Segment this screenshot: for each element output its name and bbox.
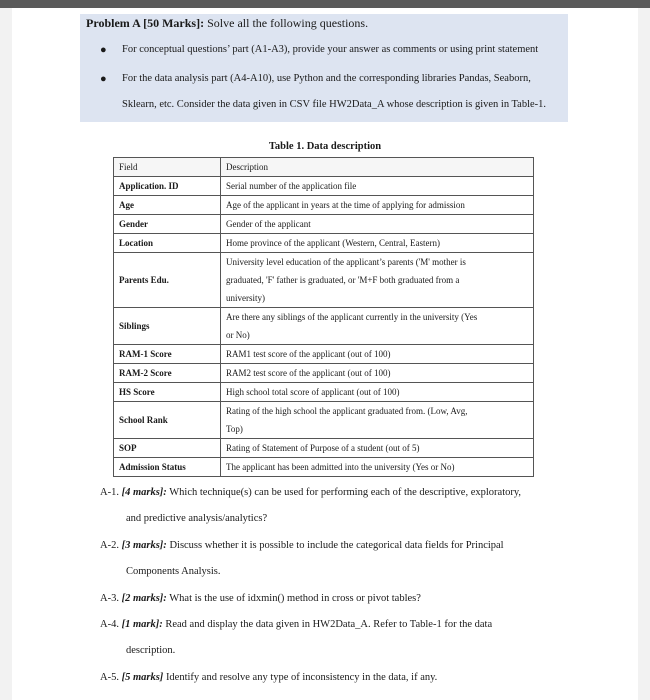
question-id: A-4. <box>100 619 119 630</box>
bullet-2-line-2: Sklearn, etc. Consider the data given in CSV file HW2Data_A whose description is given in Table-1. <box>122 99 547 110</box>
question-id: A-3. <box>100 593 119 604</box>
bullet-1-line-1: For conceptual questions’ part (A1-A3), provide your answer as comments or using print statement <box>122 44 539 55</box>
row-field: RAM-1 Score <box>114 345 221 364</box>
problem-title-text: Solve all the following questions. <box>204 16 369 30</box>
row-description <box>221 196 534 215</box>
table-row <box>114 177 534 196</box>
row-field: Siblings <box>114 308 221 345</box>
table-row <box>114 364 534 383</box>
bullet-dot: ● <box>100 44 107 56</box>
row-field: SOP <box>114 439 221 458</box>
description-line: university) <box>226 293 265 303</box>
question-id: A-5. <box>100 672 119 683</box>
question-text: Which technique(s) can be used for performing each of the descriptive, exploratory, <box>169 487 522 498</box>
question-id: A-1. <box>100 487 119 498</box>
row-field: Age <box>114 196 221 215</box>
table-row <box>114 253 534 308</box>
row-description <box>221 458 534 477</box>
question-text: Identify and resolve any type of inconsistency in the data, if any. <box>165 672 438 683</box>
row-field: Admission Status <box>114 458 221 477</box>
description-line: The applicant has been admitted into the university (Yes or No) <box>226 462 455 472</box>
question-marks: [1 mark]: <box>121 619 163 630</box>
row-description <box>221 402 534 439</box>
description-line: University level education of the applicant’s parents ('M' mother is <box>226 257 466 267</box>
table-header-row <box>114 158 534 177</box>
question-text: Discuss whether it is possible to include the categorical data fields for Principal <box>169 540 504 551</box>
header-field: Field <box>114 158 221 177</box>
description-line: Home province of the applicant (Western, Central, Eastern) <box>226 238 440 248</box>
row-field: Parents Edu. <box>114 253 221 308</box>
window-top-bar <box>0 0 650 8</box>
question-a4 <box>100 619 492 630</box>
row-description <box>221 177 534 196</box>
data-description-table <box>113 157 534 477</box>
row-description <box>221 439 534 458</box>
row-field: HS Score <box>114 383 221 402</box>
description-line: Gender of the applicant <box>226 219 311 229</box>
table-row <box>114 402 534 439</box>
table-row <box>114 196 534 215</box>
bullet-2-line-1: For the data analysis part (A4-A10), use Python and the corresponding libraries Pandas, Seaborn, <box>122 73 531 84</box>
row-description <box>221 383 534 402</box>
table-row <box>114 458 534 477</box>
question-marks: [3 marks]: <box>121 540 167 551</box>
row-field: Application. ID <box>114 177 221 196</box>
table-row <box>114 345 534 364</box>
table-row <box>114 439 534 458</box>
table-row <box>114 383 534 402</box>
question-a4-continued: description. <box>126 645 176 656</box>
question-text: Read and display the data given in HW2Data_A. Refer to Table-1 for the data <box>165 619 493 630</box>
question-a5 <box>100 672 437 683</box>
description-line: Age of the applicant in years at the time of applying for admission <box>226 200 465 210</box>
row-description <box>221 253 534 308</box>
table-row <box>114 308 534 345</box>
problem-title-bold: Problem A [50 Marks]: <box>86 16 205 30</box>
description-line: Serial number of the application file <box>226 181 357 191</box>
description-line: Are there any siblings of the applicant currently in the university (Yes <box>226 312 478 322</box>
row-description <box>221 215 534 234</box>
row-description <box>221 308 534 345</box>
header-description: Description <box>221 158 534 177</box>
description-line: RAM2 test score of the applicant (out of 100) <box>226 368 391 378</box>
question-a3 <box>100 593 421 604</box>
row-field: RAM-2 Score <box>114 364 221 383</box>
problem-title <box>86 16 368 31</box>
description-line: Rating of Statement of Purpose of a student (out of 5) <box>226 443 420 453</box>
question-a2 <box>100 540 504 551</box>
page-right-margin <box>638 8 650 700</box>
question-id: A-2. <box>100 540 119 551</box>
question-a1 <box>100 487 521 498</box>
question-marks: [5 marks] <box>121 672 164 683</box>
description-line: RAM1 test score of the applicant (out of 100) <box>226 349 391 359</box>
bullet-dot: ● <box>100 73 107 85</box>
question-a2-continued: Components Analysis. <box>126 566 221 577</box>
page-left-margin <box>0 8 12 700</box>
description-line: or No) <box>226 330 250 340</box>
row-description <box>221 345 534 364</box>
question-marks: [4 marks]: <box>121 487 167 498</box>
description-line: High school total score of applicant (out of 100) <box>226 387 400 397</box>
question-a1-continued: and predictive analysis/analytics? <box>126 513 268 524</box>
row-description <box>221 234 534 253</box>
table-caption: Table 1. Data description <box>268 141 382 152</box>
question-text: What is the use of idxmin() method in cross or pivot tables? <box>169 593 421 604</box>
description-line: graduated, 'F' father is graduated, or 'M+F both graduated from a <box>226 275 460 285</box>
row-field: School Rank <box>114 402 221 439</box>
row-description <box>221 364 534 383</box>
question-marks: [2 marks]: <box>121 593 167 604</box>
description-line: Top) <box>226 424 243 434</box>
row-field: Gender <box>114 215 221 234</box>
row-field: Location <box>114 234 221 253</box>
table-row <box>114 215 534 234</box>
table-row <box>114 234 534 253</box>
description-line: Rating of the high school the applicant graduated from. (Low, Avg, <box>226 406 468 416</box>
